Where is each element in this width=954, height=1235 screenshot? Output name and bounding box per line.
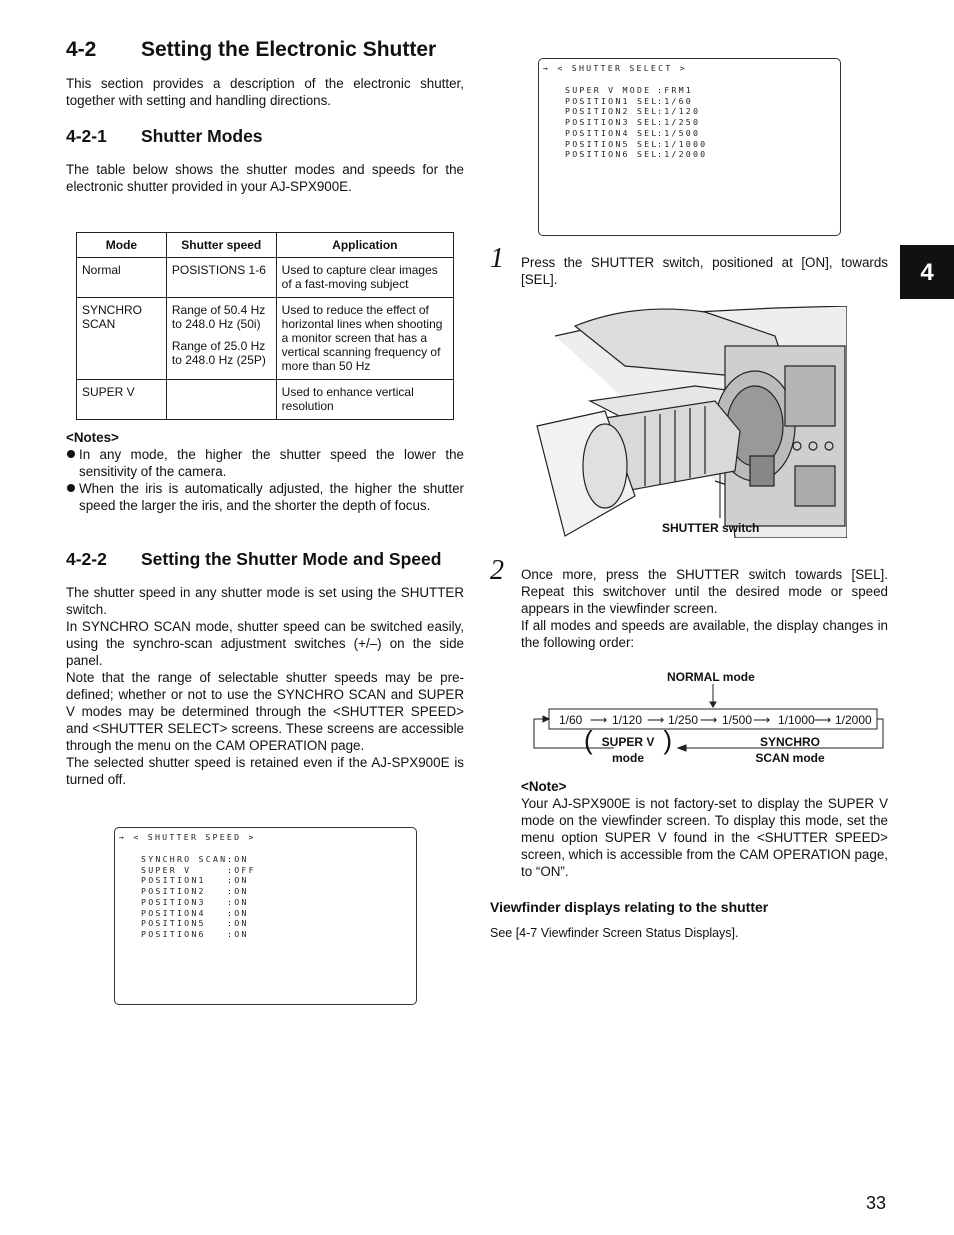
- camera-illustration: [535, 306, 847, 538]
- shutter-switch-caption: SHUTTER switch: [662, 521, 760, 535]
- step-2-body: [521, 566, 888, 651]
- screen-value: :ON: [227, 875, 249, 886]
- screen-row: [141, 897, 256, 908]
- table-cell-speed-50i: Range of 50.4 Hz to 248.0 Hz (50i): [171, 303, 266, 331]
- table-row: [77, 380, 454, 420]
- step-2-number: 2: [490, 555, 504, 586]
- section-title-text: Setting the Electronic Shutter: [141, 38, 437, 61]
- screen-key: POSITION3: [141, 896, 206, 907]
- table-header: Mode: [77, 233, 167, 258]
- paragraph: In SYNCHRO SCAN mode, shutter speed can be switched easily, using the synchro-scan adjustment switches (+/–) on the side panel.: [66, 619, 464, 668]
- screen-key: POSITION1: [141, 875, 206, 886]
- screen-rows: [565, 85, 707, 160]
- subsection-2-title-text: Setting the Shutter Mode and Speed: [141, 549, 442, 569]
- screen-row: [565, 106, 707, 117]
- viewfinder-heading: Viewfinder displays relating to the shutter: [490, 899, 769, 915]
- section-title: [66, 37, 436, 63]
- subsection-1-title: [66, 125, 263, 147]
- table-row: [77, 298, 454, 380]
- screen-row: [565, 96, 707, 107]
- screen-key: POSITION4 SEL: [565, 127, 659, 138]
- speed-step: 1/500: [722, 713, 753, 727]
- subsection-2-number: 4-2-2: [66, 549, 107, 569]
- screen-value: :1/500: [657, 127, 701, 138]
- screen-key: POSITION6 SEL: [565, 149, 659, 160]
- screen-key: POSITION6: [141, 928, 206, 939]
- screen-key: SYNCHRO SCAN: [141, 854, 228, 864]
- paragraph: The shutter speed in any shutter mode is set using the SHUTTER switch.: [66, 585, 464, 617]
- screen-value: :1/60: [657, 95, 693, 106]
- screen-value: :1/250: [657, 117, 701, 128]
- table-header: Application: [276, 233, 453, 258]
- speed-step: 1/1000: [778, 713, 815, 727]
- screen-row: [141, 918, 256, 929]
- screen-row: [141, 886, 256, 897]
- table-cell-application: Used to reduce the effect of horizontal lines when shooting a monitor screen that has a vertical scanning frequency of more than 50 Hz: [276, 298, 453, 380]
- step-1-number: 1: [490, 243, 504, 274]
- screen-value: :1/2000: [657, 149, 708, 160]
- screen-value: :ON: [227, 854, 249, 864]
- screen-value: :1/1000: [657, 138, 708, 149]
- subsection-1-title-text: Shutter Modes: [141, 126, 263, 146]
- subsection-1-number: 4-2-1: [66, 126, 107, 146]
- paren-close: ): [663, 725, 672, 755]
- screen-row: [141, 865, 256, 876]
- table-header-row: [77, 233, 454, 258]
- note-heading: <Note>: [521, 779, 567, 794]
- table-cell-mode: Normal: [77, 258, 167, 298]
- screen-key: POSITION1 SEL: [565, 95, 659, 106]
- screen-row: [565, 117, 707, 128]
- screen-value: :OFF: [227, 864, 256, 875]
- table-cell-mode: SYNCHRO SCAN: [77, 298, 167, 380]
- paren-open: (: [584, 725, 593, 755]
- screen-key: POSITION2: [141, 886, 206, 897]
- super-v-line1: SUPER V: [601, 735, 655, 749]
- subsection-2-title: [66, 548, 441, 570]
- screen-value: :ON: [227, 896, 249, 907]
- arrow-icon: ⟶: [753, 713, 771, 727]
- speed-step: 1/2000: [835, 713, 872, 727]
- screen-rows: [141, 854, 256, 940]
- screen-row: [565, 85, 707, 96]
- screen-key: POSITION4: [141, 907, 206, 918]
- screen-value: :ON: [227, 907, 249, 918]
- screen-title: → < SHUTTER SPEED >: [119, 832, 256, 842]
- table-cell-speed: [166, 298, 276, 380]
- arrow-icon: ⟶: [814, 713, 832, 727]
- arrow-icon: ⟶: [647, 713, 665, 727]
- screen-key: POSITION5 SEL: [565, 138, 659, 149]
- screen-value: :ON: [227, 886, 249, 897]
- synchro-line2: SCAN mode: [755, 751, 825, 765]
- notes-heading: <Notes>: [66, 430, 119, 445]
- list-item: In any mode, the higher the shutter speed the lower the sensitivity of the camera.: [66, 446, 464, 480]
- synchro-scan-mode-label: [745, 734, 835, 766]
- screen-row: [141, 854, 256, 865]
- screen-row: [565, 149, 707, 160]
- step-2-text: Once more, press the SHUTTER switch towards [SEL]. Repeat this switchover until the desired mode or speed appears in the viewfinder screen.: [521, 567, 888, 616]
- subsection-1-text: The table below shows the shutter modes and speeds for the electronic shutter provided in your AJ-SPX900E.: [66, 162, 464, 194]
- super-v-line2: mode: [611, 751, 644, 765]
- subsection-2-body: [66, 584, 464, 788]
- table-header: Shutter speed: [166, 233, 276, 258]
- notes-list: [66, 446, 464, 514]
- page-number: 33: [866, 1193, 887, 1213]
- shutter-select-screen: [538, 58, 841, 236]
- screen-value: :ON: [227, 928, 249, 939]
- chapter-tab: 4: [900, 245, 954, 299]
- list-item: When the iris is automatically adjusted, the higher the shutter speed the larger the iris, and the shorter the depth of focus.: [66, 480, 464, 514]
- screen-key: POSITION3 SEL: [565, 117, 659, 128]
- speed-step: 1/120: [612, 713, 643, 727]
- super-v-mode-label: [584, 725, 672, 766]
- shutter-modes-table: [76, 232, 454, 420]
- screen-value: :ON: [227, 918, 249, 929]
- screen-row: [141, 908, 256, 919]
- screen-value: :FRM1: [657, 85, 693, 95]
- step-2-text: If all modes and speeds are available, the display changes in the following order:: [521, 618, 888, 650]
- synchro-line1: SYNCHRO: [759, 735, 820, 749]
- step-1-text: Press the SHUTTER switch, positioned at [ON], towards [SEL].: [521, 255, 888, 287]
- table-row: [77, 258, 454, 298]
- screen-key: POSITION2 SEL: [565, 106, 659, 117]
- screen-key: SUPER V: [141, 864, 192, 875]
- paragraph: The selected shutter speed is retained even if the AJ-SPX900E is turned off.: [66, 755, 464, 787]
- intro-text: This section provides a description of the electronic shutter, together with setting and handling directions.: [66, 76, 464, 108]
- paragraph: Note that the range of selectable shutter speeds may be pre-defined; whether or not to use the SYNCHRO SCAN and SUPER V modes may be determined through the <SHUTTER SPEED> and <SHUTTER SELECT> screens. These screens are accessible through the menu on the CAM OPERATION page.: [66, 670, 464, 753]
- note-text: Your AJ-SPX900E is not factory-set to display the SUPER V mode on the viewfinder screen. To display this mode, set the menu option SUPER V found in the <SHUTTER SPEED> screen, which is accessible from the CAM OPERATION page, to “ON”.: [521, 796, 888, 879]
- screen-title: → < SHUTTER SELECT >: [543, 63, 687, 73]
- table-cell-speed: POSISTIONS 1-6: [166, 258, 276, 298]
- table-cell-application: Used to enhance vertical resolution: [276, 380, 453, 420]
- normal-mode-label: NORMAL mode: [667, 670, 755, 684]
- screen-row: [565, 139, 707, 150]
- viewfinder-text: See [4-7 Viewfinder Screen Status Displays].: [490, 926, 739, 940]
- screen-row: [565, 128, 707, 139]
- table-cell-speed: [166, 380, 276, 420]
- speed-step: 1/60: [559, 713, 583, 727]
- arrow-icon: ⟶: [700, 713, 718, 727]
- table-cell-mode: SUPER V: [77, 380, 167, 420]
- table-cell-application: Used to capture clear images of a fast-moving subject: [276, 258, 453, 298]
- shutter-speed-screen: [114, 827, 417, 1005]
- screen-value: :1/120: [657, 106, 701, 117]
- screen-key: SUPER V MODE: [565, 85, 652, 95]
- screen-row: [141, 929, 256, 940]
- screen-key: POSITION5: [141, 918, 206, 929]
- screen-row: [141, 875, 256, 886]
- speed-step: 1/250: [668, 713, 699, 727]
- section-number: 4-2: [66, 38, 97, 61]
- table-cell-speed-25p: Range of 25.0 Hz to 248.0 Hz (25P): [171, 339, 266, 367]
- arrow-icon: ⟶: [590, 713, 608, 727]
